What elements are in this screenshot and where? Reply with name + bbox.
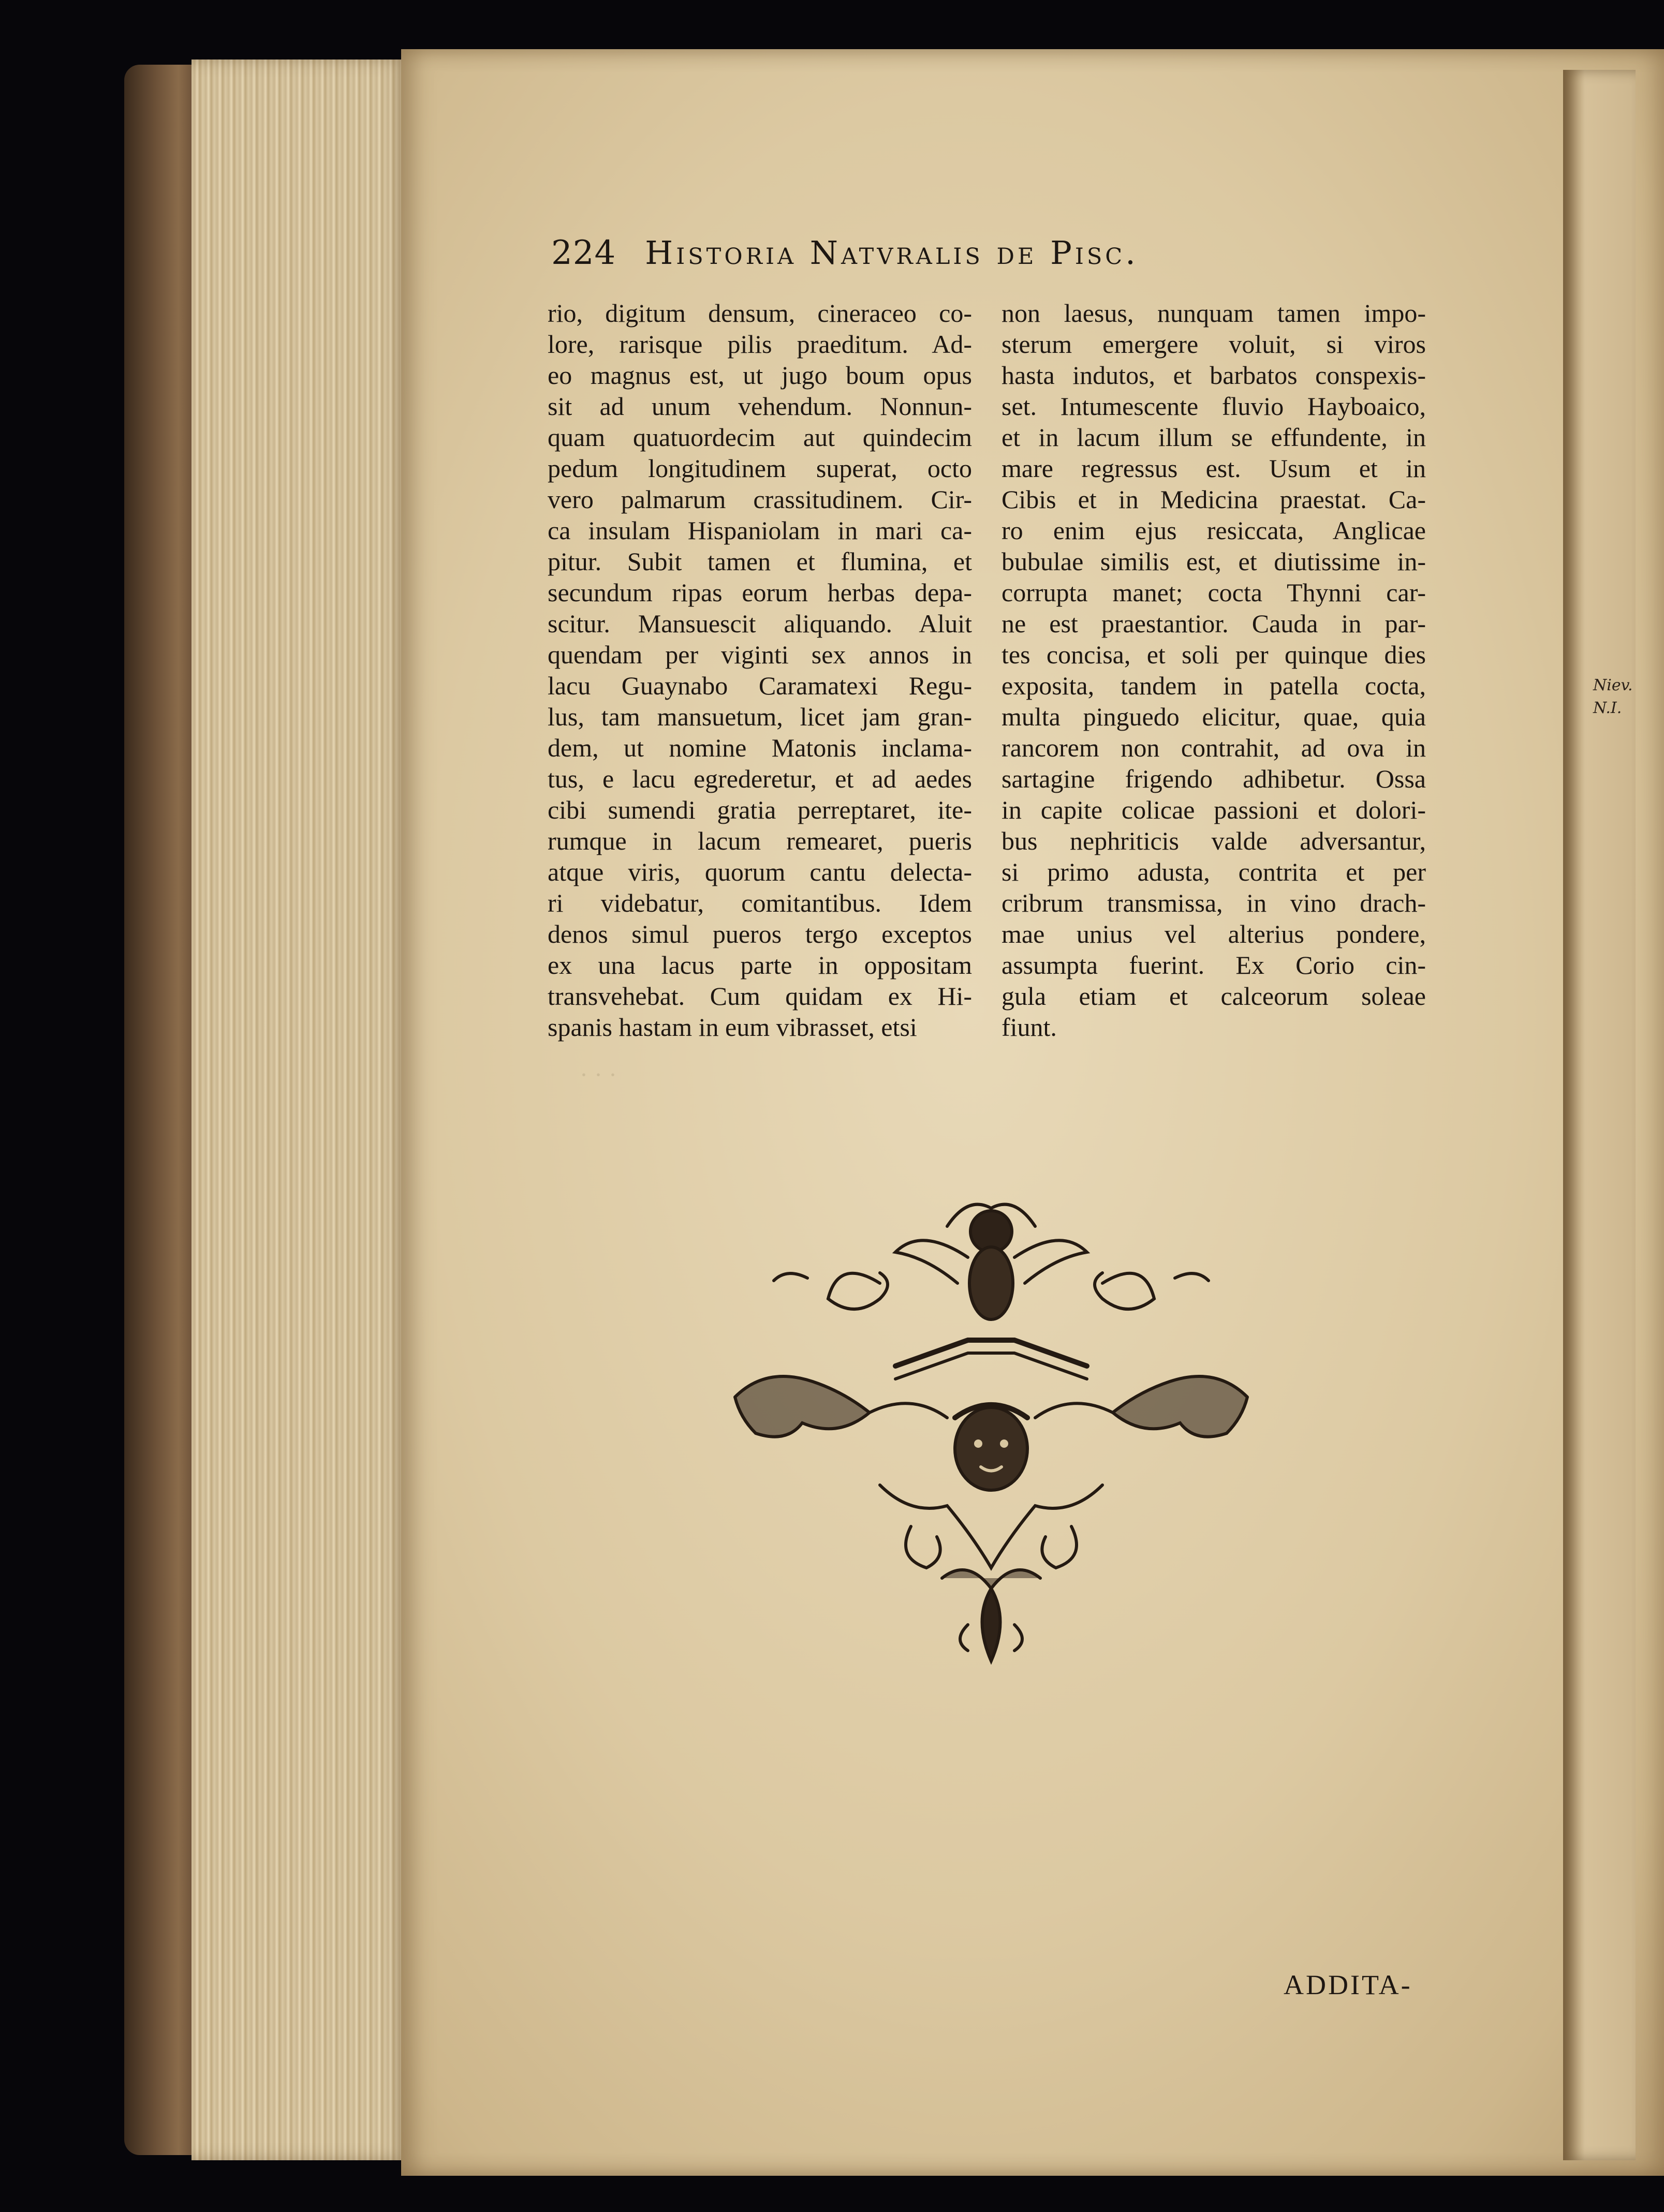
running-head	[551, 234, 1328, 272]
page-number: 224	[551, 234, 616, 272]
show-through-text: · · ·	[580, 1061, 617, 1089]
text-line: bubulae similis est, et diutissime in-	[1002, 547, 1426, 576]
text-line: pitur. Subit tamen et flumina, et	[548, 547, 972, 576]
text-line: scitur. Mansuescit aliquando. Aluit	[548, 609, 972, 638]
text-line: sartagine frigendo adhibetur. Ossa	[1002, 764, 1426, 793]
text-line: in capite colicae passioni et dolori-	[1002, 795, 1426, 824]
text-line: rio, digitum densum, cineraceo co-	[548, 299, 972, 328]
text-line: non laesus, nunquam tamen impo-	[1002, 299, 1426, 328]
text-line: transvehebat. Cum quidam ex Hi-	[548, 982, 972, 1011]
text-line: denos simul pueros tergo exceptos	[548, 919, 972, 948]
text-line: lacu Guaynabo Caramatexi Regu-	[548, 671, 972, 700]
text-line: multa pinguedo elicitur, quae, quia	[1002, 702, 1426, 731]
text-line: exposita, tandem in patella cocta,	[1002, 671, 1426, 700]
text-line: atque viris, quorum cantu delecta-	[548, 857, 972, 886]
margin-note-line: Niev.	[1593, 676, 1633, 694]
facing-margin-note	[1593, 674, 1633, 720]
text-line: mae unius vel alterius pondere,	[1002, 919, 1426, 948]
text-line: tes concisa, et soli per quinque dies	[1002, 640, 1426, 669]
text-line: lore, rarisque pilis praeditum. Ad-	[548, 330, 972, 359]
margin-note-line: N.I.	[1593, 699, 1622, 717]
text-line: bus nephriticis valde adversantur,	[1002, 826, 1426, 855]
text-line: hasta indutos, et barbatos conspexis-	[1002, 361, 1426, 390]
text-line: ri videbatur, comitantibus. Idem	[548, 888, 972, 917]
text-line: ro enim ejus resiccata, Anglicae	[1002, 516, 1426, 545]
text-line: dem, ut nomine Matonis inclama-	[548, 733, 972, 762]
text-line: ne est praestantior. Cauda in par-	[1002, 609, 1426, 638]
text-line: quam quatuordecim aut quindecim	[548, 423, 972, 452]
text-line: sit ad unum vehendum. Nonnun-	[548, 392, 972, 421]
text-line: lus, tam mansuetum, licet jam gran-	[548, 702, 972, 731]
text-line: quendam per viginti sex annos in	[548, 640, 972, 669]
text-line: gula etiam et calceorum soleae	[1002, 982, 1426, 1011]
text-line: ex una lacus parte in oppositam	[548, 951, 972, 979]
text-line: rancorem non contrahit, ad ova in	[1002, 733, 1426, 762]
text-line: Cibis et in Medicina praestat. Ca-	[1002, 485, 1426, 514]
text-line: vero palmarum crassitudinem. Cir-	[548, 485, 972, 514]
text-line: tus, e lacu egrederetur, et ad aedes	[548, 764, 972, 793]
text-line: rumque in lacum remearet, pueris	[548, 826, 972, 855]
text-line: si primo adusta, contrita et per	[1002, 857, 1426, 886]
text-line: eo magnus est, ut jugo boum opus	[548, 361, 972, 390]
text-line: cibi sumendi gratia perreptaret, ite-	[548, 795, 972, 824]
page-title: Historia Natvralis de Pisc.	[645, 234, 1139, 272]
text-column-left	[548, 298, 972, 1043]
text-line: corrupta manet; cocta Thynni car-	[1002, 578, 1426, 607]
text-line: mare regressus est. Usum et in	[1002, 454, 1426, 483]
text-line: et in lacum illum se effundente, in	[1002, 423, 1426, 452]
text-line: cribrum transmissa, in vino drach-	[1002, 888, 1426, 917]
cherub-foliage-tailpiece-icon	[725, 1195, 1258, 1676]
text-line: assumpta fuerint. Ex Corio cin-	[1002, 951, 1426, 979]
text-line: pedum longitudinem superat, octo	[548, 454, 972, 483]
text-column-right	[1002, 298, 1426, 1043]
text-line: spanis hastam in eum vibrasset, etsi	[548, 1013, 917, 1042]
text-line: set. Intumescente fluvio Hayboaico,	[1002, 392, 1426, 421]
facing-page-edge	[1563, 70, 1636, 2160]
text-line: sterum emergere voluit, si viros	[1002, 330, 1426, 359]
text-line: fiunt.	[1002, 1013, 1057, 1042]
text-line: ca insulam Hispaniolam in mari ca-	[548, 516, 972, 545]
book-cover-edge	[124, 65, 202, 2155]
text-line: secundum ripas eorum herbas depa-	[548, 578, 972, 607]
page-block-edges	[192, 60, 409, 2160]
catchword: ADDITA-	[1284, 1969, 1412, 2000]
